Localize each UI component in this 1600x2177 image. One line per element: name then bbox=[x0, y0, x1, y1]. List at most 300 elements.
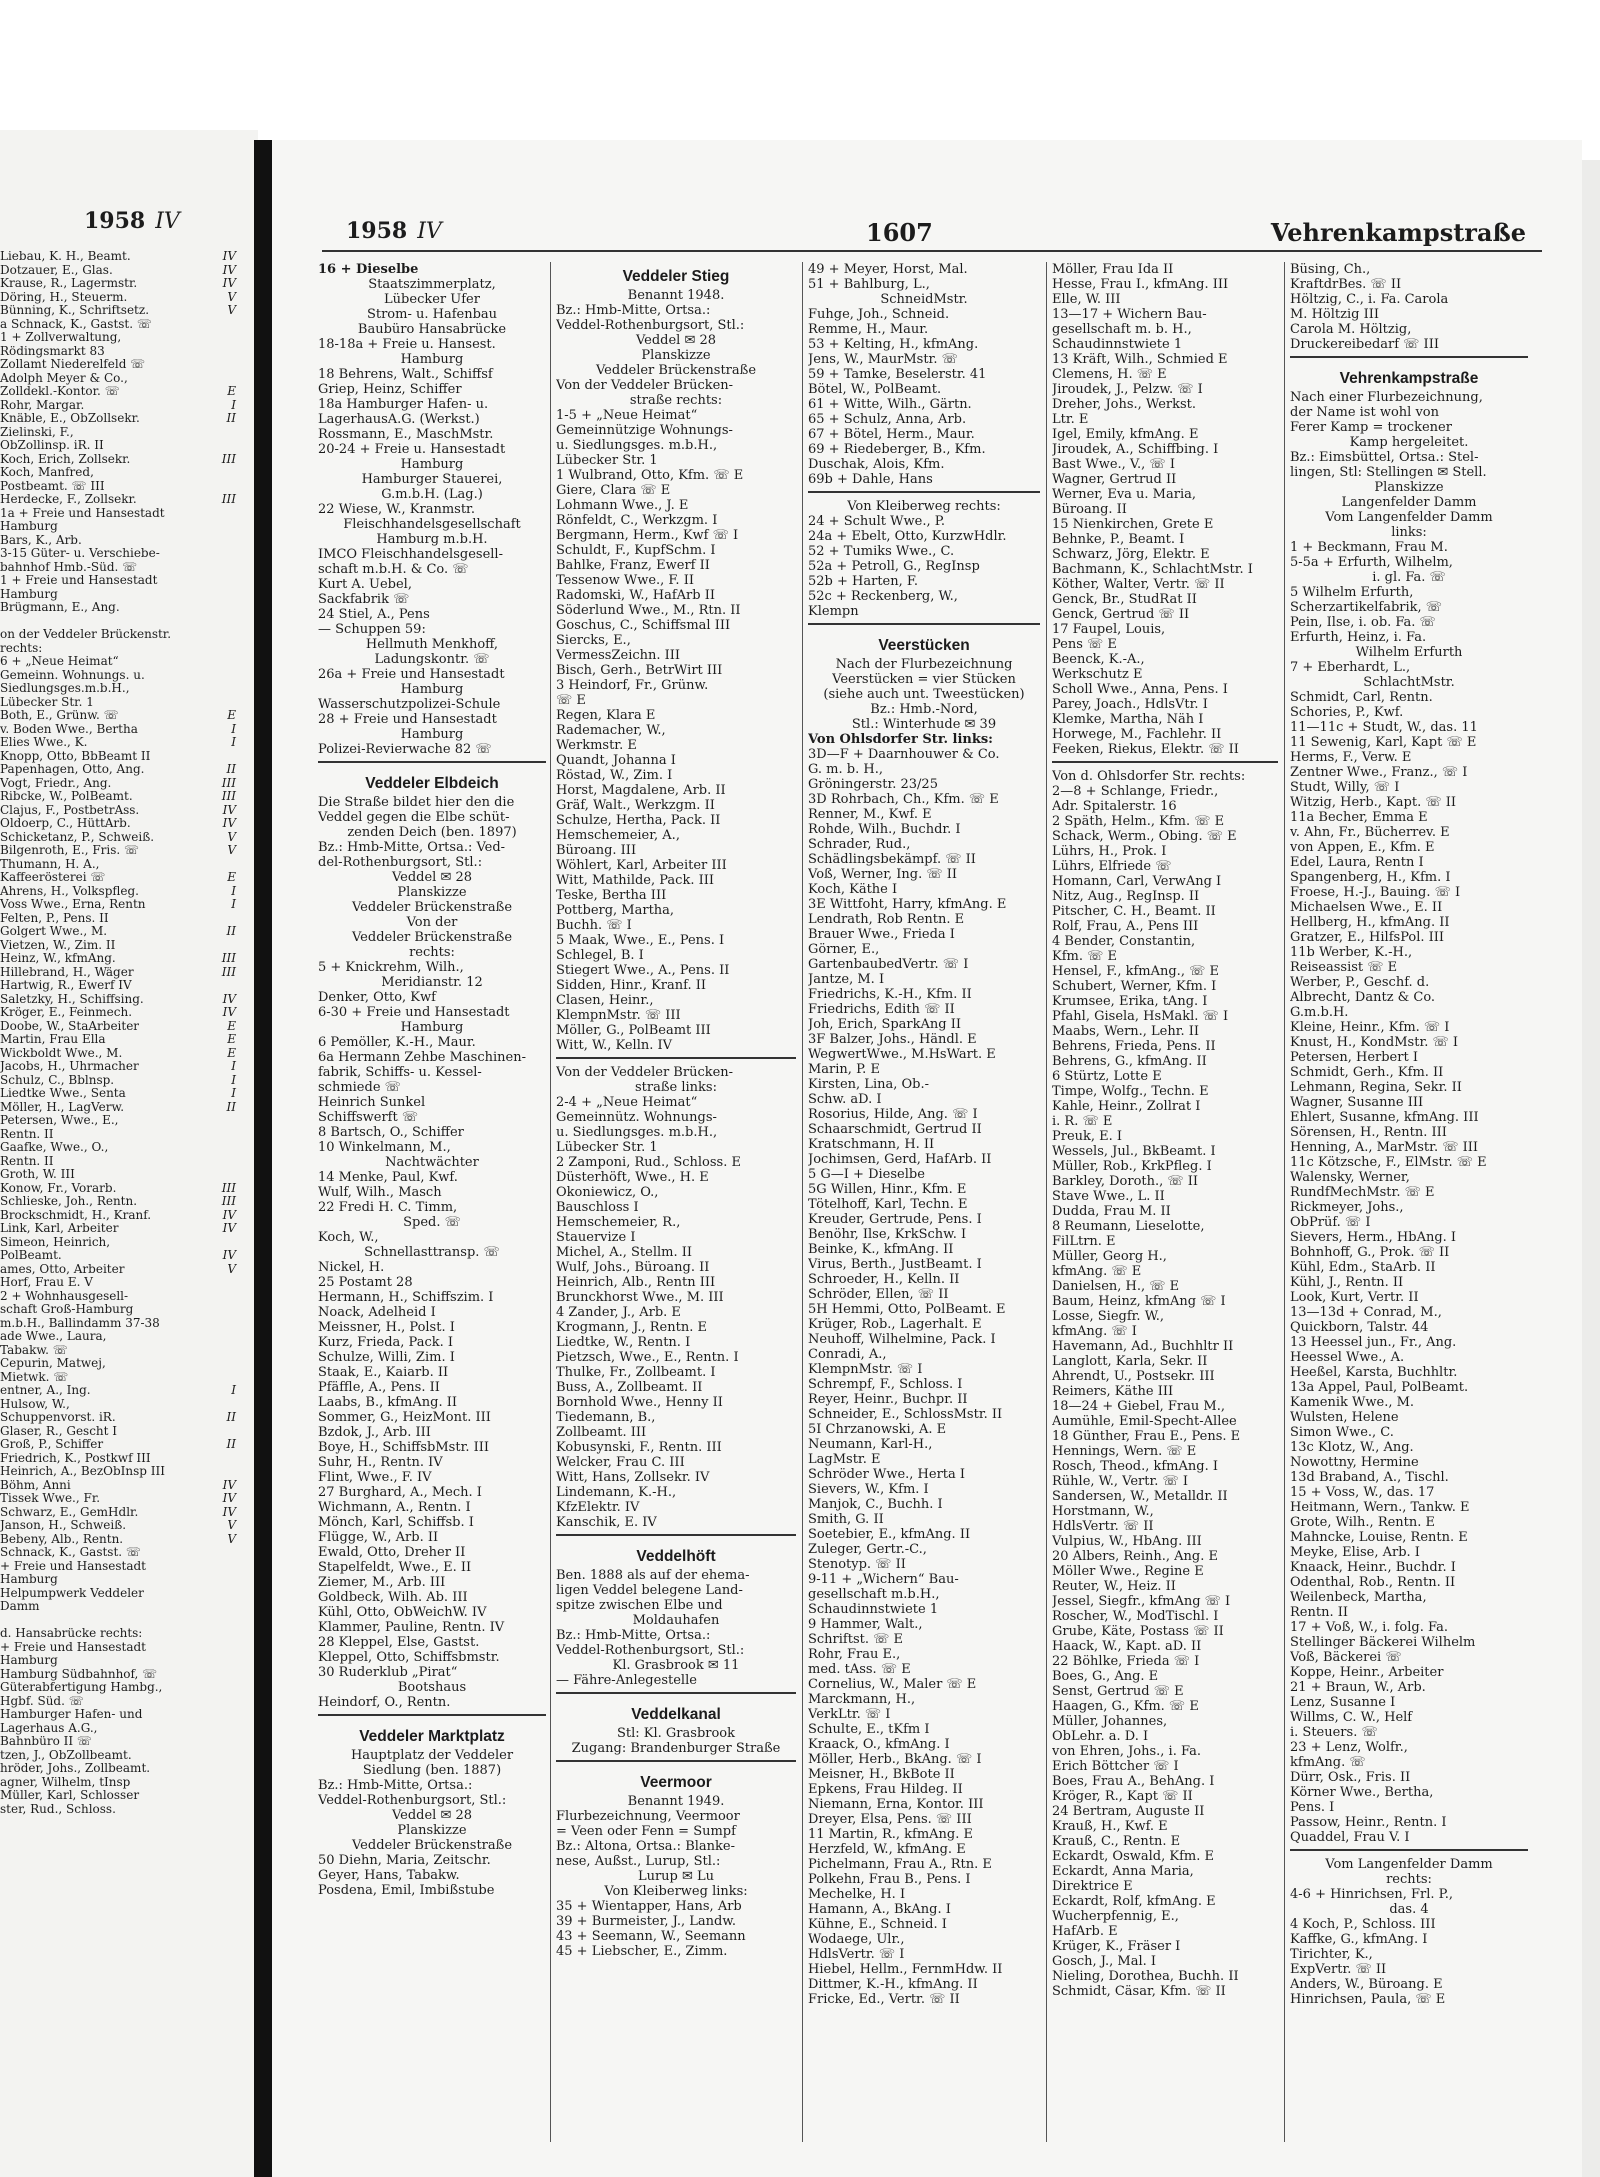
directory-entry: Dreyer, Elsa, Pens. ☏ III bbox=[808, 1812, 972, 1827]
left-entry-text: Kaffeerösterei ☏ bbox=[0, 871, 106, 884]
directory-entry: LagMstr. E bbox=[808, 1452, 881, 1467]
directory-entry: (siehe auch unt. Tweestücken) bbox=[823, 687, 1025, 702]
directory-entry: Hensel, F., kfmAng., ☏ E bbox=[1052, 964, 1219, 979]
left-entry-text: Horf, Frau E. V bbox=[0, 1276, 93, 1289]
directory-entry: Lübecker Ufer bbox=[384, 292, 480, 307]
left-page-column bbox=[0, 250, 238, 1816]
left-entry-text: + Freie und Hansestadt bbox=[0, 1559, 146, 1573]
directory-entry: Bötel, W., PolBeamt. bbox=[808, 382, 942, 397]
directory-entry: 11b Werber, K.-H., bbox=[1290, 945, 1413, 960]
directory-entry: kfmAng. ☏ bbox=[1290, 1755, 1366, 1770]
directory-entry: u. Siedlungsges. m.b.H., bbox=[556, 1125, 718, 1140]
directory-entry: Clemens, H. ☏ E bbox=[1052, 367, 1167, 382]
directory-entry: 11 Sewenig, Karl, Kapt ☏ E bbox=[1290, 735, 1477, 750]
directory-entry: Behrens, Frieda, Pens. II bbox=[1052, 1039, 1216, 1054]
directory-entry: Wulsten, Helene bbox=[1290, 1410, 1399, 1425]
left-entry-line bbox=[0, 763, 238, 777]
directory-entry: Voß, Bäckerei ☏ bbox=[1290, 1650, 1402, 1665]
directory-entry: Rentn. II bbox=[1290, 1605, 1348, 1620]
directory-entry: HdlsVertr. ☏ II bbox=[1052, 1519, 1154, 1534]
left-entry-line bbox=[0, 925, 238, 939]
left-entry-floor: V bbox=[227, 304, 236, 317]
directory-entry: HdlsVertr. ☏ I bbox=[808, 1947, 905, 1962]
directory-entry: Quaddel, Frau V. I bbox=[1290, 1830, 1410, 1845]
section-divider bbox=[1290, 1849, 1528, 1857]
left-entry-floor: I bbox=[231, 398, 236, 412]
directory-entry: Veddel ✉ 28 bbox=[391, 1808, 473, 1823]
left-entry-line bbox=[0, 574, 238, 588]
directory-entry: Schories, P., Kwf. bbox=[1290, 705, 1404, 720]
directory-entry: Benannt 1948. bbox=[627, 288, 725, 303]
header-year-text: 1958 bbox=[346, 218, 408, 244]
section-divider bbox=[556, 1692, 796, 1700]
directory-entry: ExpVertr. ☏ II bbox=[1290, 1962, 1387, 1977]
directory-entry: M. Höltzig III bbox=[1290, 307, 1379, 322]
left-entry-text: 1a + Freie und Hansestadt bbox=[0, 506, 165, 520]
left-entry-text: Tissek Wwe., Fr. bbox=[0, 1492, 101, 1505]
left-entry-text: Hamburg bbox=[0, 1573, 58, 1586]
left-entry-text: Thumann, H. A., bbox=[0, 857, 100, 871]
directory-entry: 7 + Eberhardt, L., bbox=[1290, 660, 1411, 675]
left-entry-line bbox=[0, 993, 238, 1007]
left-header-part: IV bbox=[155, 209, 180, 234]
directory-entry: Ben. 1888 als auf der ehema- bbox=[556, 1568, 750, 1583]
left-entry-line bbox=[0, 1371, 238, 1385]
left-entry-line bbox=[0, 1114, 238, 1128]
left-page-fragment bbox=[0, 130, 258, 2177]
directory-entry: 5 + Knickrehm, Wilh., bbox=[318, 960, 464, 975]
left-entry-line bbox=[0, 615, 238, 629]
left-entry-text: Gaafke, Wwe., O., bbox=[0, 1141, 109, 1154]
directory-entry: 24 Stiel, A., Pens bbox=[318, 607, 430, 622]
directory-entry: 24a + Ebelt, Otto, KurzwHdlr. bbox=[808, 529, 1007, 544]
directory-entry: Fuhge, Joh., Schneid. bbox=[808, 307, 950, 322]
left-entry-text: Schwarz, E., GemHdlr. bbox=[0, 1505, 139, 1519]
directory-entry: Tiedemann, B., bbox=[556, 1410, 656, 1425]
left-entry-line bbox=[0, 318, 238, 332]
directory-entry: HafArb. E bbox=[1052, 1924, 1118, 1939]
directory-entry: 21 + Braun, W., Arb. bbox=[1290, 1680, 1426, 1695]
directory-entry: Lindemann, K.-H., bbox=[556, 1485, 677, 1500]
left-entry-line bbox=[0, 642, 238, 656]
directory-entry: Wöhlert, Karl, Arbeiter III bbox=[556, 858, 727, 873]
directory-entry: Neumann, Karl-H., bbox=[808, 1437, 933, 1452]
left-entry-floor: IV bbox=[222, 803, 236, 817]
directory-entry: Baum, Heinz, kfmAng ☏ I bbox=[1052, 1294, 1226, 1309]
directory-entry: Soetebier, E., kfmAng. II bbox=[808, 1527, 971, 1542]
directory-entry: KlempnMstr. ☏ I bbox=[808, 1362, 923, 1377]
column-divider bbox=[550, 262, 551, 2142]
directory-entry: Jochimsen, Gerd, HafArb. II bbox=[808, 1152, 992, 1167]
left-entry-text: ObZollinsp. iR. II bbox=[0, 439, 104, 452]
directory-entry: ligen Veddel belegene Land- bbox=[556, 1583, 743, 1598]
directory-entry: Meissner, H., Polst. I bbox=[318, 1320, 455, 1335]
left-entry-line bbox=[0, 1303, 238, 1317]
directory-entry: Hauptplatz der Veddeler bbox=[350, 1748, 514, 1763]
directory-entry: Hellberg, H., kfmAng. II bbox=[1290, 915, 1450, 930]
directory-entry: Staak, E., Kaiarb. II bbox=[318, 1365, 449, 1380]
left-entry-line bbox=[0, 1425, 238, 1439]
left-entry-line bbox=[0, 1803, 238, 1817]
directory-entry: Okoniewicz, O., bbox=[556, 1185, 659, 1200]
left-entry-text: Papenhagen, Otto, Ang. bbox=[0, 763, 145, 776]
left-entry-line bbox=[0, 979, 238, 993]
directory-entry: Röstad, W., Zim. I bbox=[556, 768, 673, 783]
left-entry-text: Brockschmidt, H., Kranf. bbox=[0, 1208, 152, 1222]
directory-entry: Gosch, J., Mal. I bbox=[1052, 1954, 1157, 1969]
directory-entry: 28 Kleppel, Else, Gastst. bbox=[318, 1635, 480, 1650]
left-entry-line bbox=[0, 858, 238, 872]
directory-entry: 13a Appel, Paul, PolBeamt. bbox=[1290, 1380, 1469, 1395]
directory-entry: Brauer Wwe., Frieda I bbox=[808, 927, 955, 942]
book-gutter bbox=[254, 140, 274, 2177]
directory-entry: Veddel gegen die Elbe schüt- bbox=[318, 810, 510, 825]
left-entry-line bbox=[0, 655, 238, 669]
directory-entry: Flint, Wwe., F. IV bbox=[318, 1470, 432, 1485]
left-entry-text: Schicketanz, P., Schweiß. bbox=[0, 830, 155, 844]
section-divider bbox=[1052, 761, 1278, 769]
directory-entry: 6-30 + Freie und Hansestadt bbox=[318, 1005, 510, 1020]
column-divider bbox=[1046, 262, 1047, 2142]
directory-entry: Bauschloss I bbox=[556, 1200, 639, 1215]
directory-entry: 15 + Voss, W., das. 17 bbox=[1290, 1485, 1435, 1500]
left-entry-line bbox=[0, 817, 238, 831]
directory-entry: Spangenberg, H., Kfm. I bbox=[1290, 870, 1451, 885]
directory-entry: Kurt A. Uebel, bbox=[318, 577, 412, 592]
left-entry-text: Both, E., Grünw. ☏ bbox=[0, 709, 119, 722]
directory-entry: Nitz, Aug., RegInsp. II bbox=[1052, 889, 1200, 904]
left-entry-text: Ahrens, H., Volkspfleg. bbox=[0, 884, 139, 898]
left-entry-floor: I bbox=[231, 1073, 236, 1087]
directory-entry: KfzElektr. IV bbox=[556, 1500, 640, 1515]
left-entry-line bbox=[0, 1681, 238, 1695]
left-entry-text: Brügmann, E., Ang. bbox=[0, 601, 120, 614]
directory-entry: Schaarschmidt, Gertrud II bbox=[808, 1122, 982, 1137]
directory-entry: Werner, Eva u. Maria, bbox=[1052, 487, 1196, 502]
directory-entry: Behnke, P., Beamt. I bbox=[1052, 532, 1185, 547]
directory-entry: Walensky, Werner, bbox=[1290, 1170, 1410, 1185]
directory-entry: 3D Rohrbach, Ch., Kfm. ☏ E bbox=[808, 792, 999, 807]
directory-column-5 bbox=[1290, 262, 1528, 2162]
directory-entry: Stapelfeldt, Wwe., E. II bbox=[318, 1560, 472, 1575]
left-entry-line bbox=[0, 534, 238, 548]
directory-entry: IMCO Fleischhandelsgesell- bbox=[318, 547, 503, 562]
directory-entry: Müller, Rob., KrkPfleg. I bbox=[1052, 1159, 1212, 1174]
left-entry-line bbox=[0, 304, 238, 318]
directory-entry: Benannt 1949. bbox=[627, 1794, 725, 1809]
directory-entry: Ehlert, Susanne, kfmAng. III bbox=[1290, 1110, 1479, 1125]
left-entry-floor: I bbox=[231, 722, 236, 736]
left-entry-floor: E bbox=[227, 709, 236, 722]
left-entry-text: Liebau, K. H., Beamt. bbox=[0, 250, 131, 263]
directory-entry: Veddeler Brückenstraße bbox=[351, 1838, 513, 1853]
directory-entry: Niemann, Erna, Kontor. III bbox=[808, 1797, 984, 1812]
column-divider bbox=[1284, 262, 1285, 2142]
left-entry-text: Lagerhaus A.G., bbox=[0, 1721, 98, 1735]
directory-entry: Genck, Gertrud ☏ II bbox=[1052, 607, 1190, 622]
left-entry-line bbox=[0, 426, 238, 440]
left-entry-text: Koch, Manfred, bbox=[0, 466, 94, 479]
directory-entry: GartenbaubedVertr. ☏ I bbox=[808, 957, 969, 972]
directory-entry: WegwertWwe., M.HsWart. E bbox=[808, 1047, 996, 1062]
directory-entry: Bz.: Hmb.-Nord, bbox=[870, 702, 978, 717]
left-entry-text: Golgert Wwe., M. bbox=[0, 925, 108, 938]
directory-entry: Schulze, Hertha, Pack. II bbox=[556, 813, 721, 828]
left-entry-floor: IV bbox=[222, 277, 236, 290]
left-entry-line bbox=[0, 1168, 238, 1182]
left-entry-floor: IV bbox=[222, 992, 236, 1006]
directory-entry: Lehmann, Regina, Sekr. II bbox=[1290, 1080, 1462, 1095]
directory-entry: 25 Postamt 28 bbox=[318, 1275, 413, 1290]
directory-entry: Schmidt, Carl, Rentn. bbox=[1290, 690, 1433, 705]
left-entry-text: Rentn. II bbox=[0, 1154, 54, 1168]
left-entry-line bbox=[0, 1411, 238, 1425]
left-entry-floor: II bbox=[226, 1100, 236, 1114]
directory-entry: 39 + Burmeister, J., Landw. bbox=[556, 1914, 737, 1929]
directory-entry: rechts: bbox=[1386, 1872, 1432, 1887]
left-entry-line bbox=[0, 1749, 238, 1763]
directory-entry: Wulf, Johs., Büroang. II bbox=[556, 1260, 710, 1275]
directory-entry: u. Siedlungsges. m.b.H., bbox=[556, 438, 718, 453]
left-entry-floor: IV bbox=[222, 1249, 236, 1262]
directory-entry: LagerhausA.G. (Werkst.) bbox=[318, 412, 480, 427]
directory-entry: Welcker, Frau C. III bbox=[556, 1455, 685, 1470]
directory-entry: Schwarz, Jörg, Elektr. E bbox=[1052, 547, 1210, 562]
directory-entry: Nieling, Dorothea, Buchh. II bbox=[1052, 1969, 1239, 1984]
directory-entry: Kratschmann, H. II bbox=[808, 1137, 935, 1152]
directory-entry: 18 Günther, Frau E., Pens. E bbox=[1052, 1429, 1241, 1444]
left-entry-text: 2 + Wohnhausgesell- bbox=[0, 1289, 129, 1303]
directory-entry: Büroang. III bbox=[556, 843, 637, 858]
directory-entry: Witt, Mathilde, Pack. III bbox=[556, 873, 714, 888]
directory-entry: Krauß, C., Rentn. E bbox=[1052, 1834, 1181, 1849]
directory-entry: schaft m.b.H. & Co. ☏ bbox=[318, 562, 469, 577]
directory-entry: Langenfelder Damm bbox=[1341, 495, 1477, 510]
left-entry-floor: III bbox=[221, 965, 236, 979]
directory-entry: 24 + Schult Wwe., P. bbox=[808, 514, 945, 529]
left-entry-line bbox=[0, 1263, 238, 1277]
directory-entry: spitze zwischen Elbe und bbox=[556, 1598, 723, 1613]
directory-entry: Stauervize I bbox=[556, 1230, 636, 1245]
directory-entry: 6 Pemöller, K.-H., Maur. bbox=[318, 1035, 476, 1050]
left-entry-line bbox=[0, 1128, 238, 1142]
directory-entry: Behrens, G., kfmAng. II bbox=[1052, 1054, 1207, 1069]
directory-entry: 20 Albers, Reinh., Ang. E bbox=[1052, 1549, 1219, 1564]
left-entry-line bbox=[0, 1155, 238, 1169]
directory-entry: ☏ E bbox=[556, 693, 586, 708]
left-entry-text: Zolldekl.-Kontor. ☏ bbox=[0, 385, 120, 398]
left-entry-line bbox=[0, 1384, 238, 1398]
directory-entry: Erfurth, Heinz, i. Fa. bbox=[1290, 630, 1427, 645]
left-entry-floor: III bbox=[221, 493, 236, 506]
directory-entry: Heinrich, Alb., Rentn III bbox=[556, 1275, 716, 1290]
left-entry-text: Elies Wwe., K. bbox=[0, 736, 88, 749]
directory-entry: Siedlung (ben. 1887) bbox=[362, 1763, 502, 1778]
directory-entry: Polkehn, Frau B., Pens. I bbox=[808, 1872, 971, 1887]
directory-entry: Reimers, Käthe III bbox=[1052, 1384, 1174, 1399]
directory-entry: Schw. aD. I bbox=[808, 1092, 882, 1107]
directory-entry: Werber, P., Geschf. d. bbox=[1290, 975, 1430, 990]
directory-entry: Pens ☏ E bbox=[1052, 637, 1117, 652]
directory-entry: i. gl. Fa. ☏ bbox=[1372, 570, 1446, 585]
left-entry-text: Hartwig, R., Ewerf IV bbox=[0, 979, 132, 992]
left-entry-line bbox=[0, 1101, 238, 1115]
directory-entry: RundfMechMstr. ☏ E bbox=[1290, 1185, 1435, 1200]
directory-entry: Hamburg m.b.H. bbox=[376, 532, 488, 547]
directory-entry: Schröder Wwe., Herta I bbox=[808, 1467, 966, 1482]
directory-entry: Maabs, Wern., Lehr. II bbox=[1052, 1024, 1200, 1039]
left-entry-line bbox=[0, 345, 238, 359]
left-entry-text: Konow, Fr., Vorarb. bbox=[0, 1181, 117, 1195]
directory-entry: Dudda, Frau M. II bbox=[1052, 1204, 1171, 1219]
directory-entry: G. m. b. H., bbox=[808, 762, 883, 777]
directory-entry: Fleischhandelsgesellschaft bbox=[343, 517, 521, 532]
directory-entry: Radomski, W., HafArb II bbox=[556, 588, 715, 603]
directory-entry: Marin, P. E bbox=[808, 1062, 880, 1077]
directory-entry: Remme, H., Maur. bbox=[808, 322, 929, 337]
directory-entry: Look, Kurt, Vertr. II bbox=[1290, 1290, 1419, 1305]
left-entry-text: Heinrich, A., BezObInsp III bbox=[0, 1465, 165, 1478]
directory-entry: 1-5 + „Neue Heimat“ bbox=[556, 408, 698, 423]
directory-entry: 53 + Kelting, H., kfmAng. bbox=[808, 337, 979, 352]
left-entry-line bbox=[0, 1452, 238, 1466]
directory-entry: Rühle, W., Vertr. ☏ I bbox=[1052, 1474, 1189, 1489]
directory-entry: Pietzsch, Wwe., E., Rentn. I bbox=[556, 1350, 739, 1365]
right-page-edge bbox=[1582, 160, 1600, 2177]
directory-entry: Sackfabrik ☏ bbox=[318, 592, 410, 607]
directory-entry: Conradi, A., bbox=[808, 1347, 887, 1362]
directory-entry: Ltr. E bbox=[1052, 412, 1089, 427]
directory-entry: Sommer, G., HeizMont. III bbox=[318, 1410, 491, 1425]
directory-entry: Goldbeck, Wilh. Ab. III bbox=[318, 1590, 468, 1605]
directory-entry: Meyke, Elise, Arb. I bbox=[1290, 1545, 1420, 1560]
directory-entry: Vulpius, W., HbAng. III bbox=[1052, 1534, 1202, 1549]
left-entry-line bbox=[0, 1290, 238, 1304]
directory-entry: Planskizze bbox=[397, 885, 467, 900]
directory-entry: Scherzartikelfabrik, ☏ bbox=[1290, 600, 1443, 615]
directory-entry: i. Steuers. ☏ bbox=[1290, 1725, 1378, 1740]
directory-entry: Anders, W., Büroang. E bbox=[1290, 1977, 1443, 1992]
directory-entry: Krauß, H., Kwf. E bbox=[1052, 1819, 1168, 1834]
left-entry-text: Helpumpwerk Veddeler bbox=[0, 1586, 144, 1600]
left-entry-line bbox=[0, 1654, 238, 1668]
directory-entry: links: bbox=[1391, 525, 1427, 540]
directory-entry: Nowottny, Hermine bbox=[1290, 1455, 1419, 1470]
left-entry-line bbox=[0, 1222, 238, 1236]
left-page-header bbox=[84, 208, 180, 238]
directory-entry: Bootshaus bbox=[397, 1680, 467, 1695]
directory-entry: Hamburg bbox=[400, 682, 464, 697]
directory-entry: Veddeler Brückenstraße bbox=[595, 363, 757, 378]
directory-entry: Weilenbeck, Martha, bbox=[1290, 1590, 1427, 1605]
street-heading: Veddelkanal bbox=[631, 1706, 721, 1723]
directory-entry: Veddeler Brückenstraße bbox=[351, 900, 513, 915]
left-entry-text: Schlieske, Joh., Rentn. bbox=[0, 1195, 138, 1208]
left-entry-line bbox=[0, 372, 238, 386]
directory-entry: 4 Bender, Constantin, bbox=[1052, 934, 1196, 949]
left-entry-text: Böhm, Anni bbox=[0, 1478, 71, 1492]
left-entry-text: ames, Otto, Arbeiter bbox=[0, 1262, 125, 1276]
directory-entry: Goschus, C., Schiffsmal III bbox=[556, 618, 731, 633]
directory-entry: Hamburg bbox=[400, 457, 464, 472]
left-entry-text: Simeon, Heinrich, bbox=[0, 1235, 111, 1249]
directory-entry: G.m.b.H. (Lag.) bbox=[381, 487, 483, 502]
directory-entry: Heitmann, Wern., Tankw. E bbox=[1290, 1500, 1470, 1515]
left-entry-line bbox=[0, 831, 238, 845]
page-number: 1607 bbox=[866, 218, 933, 247]
left-entry-text: Oldoerp, C., HüttArb. bbox=[0, 817, 131, 830]
left-entry-line bbox=[0, 277, 238, 291]
left-entry-text: Wickboldt Wwe., M. bbox=[0, 1046, 123, 1060]
left-entry-line bbox=[0, 1762, 238, 1776]
directory-entry: Reiseassist ☏ E bbox=[1290, 960, 1398, 975]
directory-entry: 2 Zamponi, Rud., Schloss. E bbox=[556, 1155, 741, 1170]
directory-entry: 16 + Dieselbe bbox=[318, 262, 419, 277]
left-entry-floor: IV bbox=[222, 817, 236, 830]
street-title: Vehrenkampstraße bbox=[1270, 218, 1526, 247]
directory-entry: Staatszimmerplatz, bbox=[368, 277, 496, 292]
left-entry-line bbox=[0, 885, 238, 899]
left-entry-text: Tabakw. ☏ bbox=[0, 1343, 68, 1357]
directory-entry: Bahlke, Franz, Ewerf II bbox=[556, 558, 710, 573]
left-entry-line bbox=[0, 1020, 238, 1034]
directory-entry: Kleine, Heinr., Kfm. ☏ I bbox=[1290, 1020, 1450, 1035]
directory-column-3 bbox=[808, 262, 1040, 2162]
left-entry-text: Güterabfertigung Hambg., bbox=[0, 1681, 163, 1694]
directory-entry: Horstmann, W., bbox=[1052, 1504, 1154, 1519]
directory-entry: Kfm. ☏ E bbox=[1052, 949, 1117, 964]
directory-entry: Veddel-Rothenburgsort, Stl.: bbox=[556, 1643, 745, 1658]
left-entry-text: Koch, Erich, Zollsekr. bbox=[0, 452, 131, 466]
directory-entry: Wilhelm Erfurth bbox=[1355, 645, 1463, 660]
directory-entry: 11 Martin, R., kfmAng. E bbox=[808, 1827, 974, 1842]
left-entry-floor: I bbox=[231, 1087, 236, 1100]
directory-entry: Tessenow Wwe., F. II bbox=[556, 573, 694, 588]
directory-entry: Rossmann, E., MaschMstr. bbox=[318, 427, 494, 442]
directory-entry: Boes, G., Ang. E bbox=[1052, 1669, 1159, 1684]
left-entry-text: Knäble, E., ObZollsekr. bbox=[0, 412, 140, 425]
directory-entry: rechts: bbox=[409, 945, 455, 960]
directory-entry: Möller, Herb., BkAng. ☏ I bbox=[808, 1752, 982, 1767]
directory-entry: Rohr, Frau E., bbox=[808, 1647, 901, 1662]
left-entry-line bbox=[0, 1776, 238, 1790]
main-page bbox=[272, 140, 1582, 2177]
directory-entry: Müller, Johannes, bbox=[1052, 1714, 1168, 1729]
left-entry-text: Bünning, K., Schriftsetz. bbox=[0, 304, 150, 317]
directory-entry: Fricke, Ed., Vertr. ☏ II bbox=[808, 1992, 960, 2007]
left-entry-line bbox=[0, 898, 238, 912]
directory-entry: Boye, H., SchiffsbMstr. III bbox=[318, 1440, 490, 1455]
directory-entry: Höltzig, C., i. Fa. Carola bbox=[1290, 292, 1449, 307]
directory-entry: 4 Koch, P., Schloss. III bbox=[1290, 1917, 1436, 1932]
directory-entry: Studt, Willy, ☏ I bbox=[1290, 780, 1400, 795]
directory-entry: Schröder, Ellen, ☏ II bbox=[808, 1287, 949, 1302]
left-entry-line bbox=[0, 1587, 238, 1601]
left-entry-line bbox=[0, 750, 238, 764]
directory-entry: Zuleger, Gertr.-C., bbox=[808, 1542, 927, 1557]
directory-entry: nese, Außst., Lurup, Stl.: bbox=[556, 1854, 721, 1869]
left-entry-text: ade Wwe., Laura, bbox=[0, 1330, 107, 1343]
left-entry-text: Hillebrand, H., Wäger bbox=[0, 965, 134, 979]
left-entry-line bbox=[0, 1722, 238, 1736]
directory-entry: 4-6 + Hinrichsen, Frl. P., bbox=[1290, 1887, 1454, 1902]
directory-entry: 18-18a + Freie u. Hansest. bbox=[318, 337, 496, 352]
left-entry-text: Bebeny, Alb., Rentn. bbox=[0, 1532, 124, 1546]
left-entry-text: Ribcke, W., PolBeamt. bbox=[0, 790, 133, 803]
directory-entry: Marckmann, H., bbox=[808, 1692, 916, 1707]
directory-entry: Von Ohlsdorfer Str. links: bbox=[808, 732, 993, 747]
directory-entry: Erich Böttcher ☏ I bbox=[1052, 1759, 1179, 1774]
